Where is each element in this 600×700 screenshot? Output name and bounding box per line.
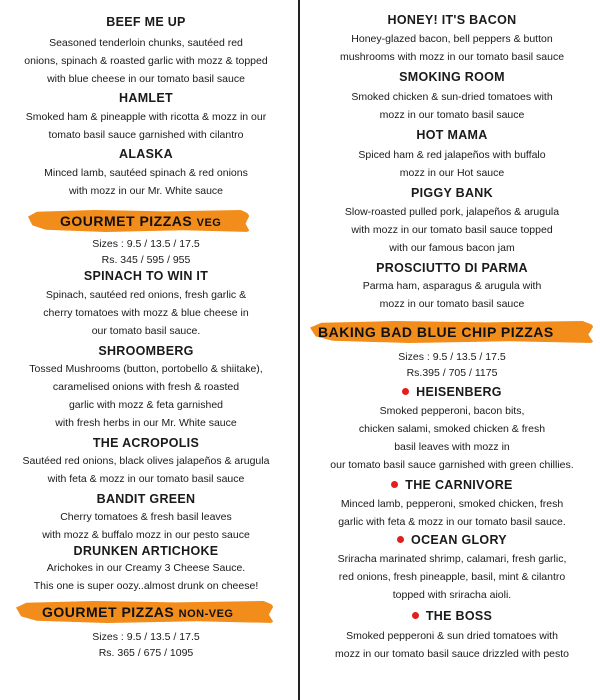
item-name [304, 609, 600, 624]
item-name: BEEF ME UP [106, 15, 186, 29]
item-name: SMOKING ROOM [399, 70, 505, 84]
item-name: ALASKA [119, 147, 173, 161]
menu-item-shroomberg [0, 344, 292, 432]
menu-item-ocean-glory [304, 533, 600, 604]
bullet-dot [402, 388, 409, 395]
item-name: HONEY! IT'S BACON [387, 13, 517, 27]
menu-item-the-acropolis [0, 436, 292, 488]
item-name: PROSCIUTTO DI PARMA [376, 261, 528, 275]
item-description: Spinach, sautéed red onions, fresh garlic & cherry tomatoes with mozz & blue cheese in our tomato basil sauce. [43, 289, 249, 337]
menu-item-heisenberg [304, 385, 600, 474]
item-name [304, 533, 600, 548]
sizes-text: Sizes : 9.5 / 13.5 / 17.5 [92, 631, 200, 643]
item-name [304, 385, 600, 400]
item-name: SHROOMBERG [98, 344, 194, 358]
item-description: Smoked pepperoni, bacon bits, chicken salami, smoked chicken & fresh basil leaves with mozz in our tomato basil sauce garnished with green chillies. [330, 405, 574, 471]
section-title [318, 324, 554, 340]
menu-item-hamlet [0, 91, 292, 144]
item-name: HOT MAMA [416, 128, 488, 142]
section-title-text: GOURMET PIZZAS [42, 604, 175, 620]
item-description: Arichokes in our Creamy 3 Cheese Sauce. This one is super oozy..almost drunk on cheese! [33, 562, 259, 592]
item-name: DRUNKEN ARTICHOKE [73, 544, 219, 558]
section-title [60, 213, 221, 229]
item-description: Spiced ham & red jalapeños with buffalo mozz in our Hot sauce [358, 149, 546, 179]
item-name: PIGGY BANK [411, 186, 493, 200]
item-name: SPINACH TO WIN IT [83, 269, 209, 283]
sizes-text: Sizes : 9.5 / 13.5 / 17.5 [92, 238, 200, 250]
section-tag: NON-VEG [178, 608, 234, 620]
item-description: Sriracha marinated shrimp, calamari, fresh garlic, red onions, fresh pineapple, basil, mint & cilantro topped with sriracha aioli. [337, 553, 567, 601]
section-title-text: BAKING BAD BLUE CHIP PIZZAS [318, 324, 554, 340]
item-description: Honey-glazed bacon, bell peppers & button mushrooms with mozz in our tomato basil sauce [339, 33, 565, 63]
item-description: Slow-roasted pulled pork, jalapeños & arugula with mozz in our tomato basil sauce topped with our famous bacon jam [344, 206, 560, 254]
item-description: Seasoned tenderloin chunks, sautéed red onions, spinach & roasted garlic with mozz & topped with blue cheese in our tomato basil sauce [24, 37, 268, 85]
menu-item-smoking-room [304, 70, 600, 124]
right-column [304, 0, 600, 663]
menu-item-drunken-artichoke [0, 544, 292, 595]
item-description: Minced lamb, pepperoni, smoked chicken, fresh garlic with feta & mozz in our tomato basil sauce. [338, 498, 566, 528]
item-description: Smoked chicken & sun-dried tomatoes with mozz in our tomato basil sauce [351, 91, 553, 121]
item-description: Cherry tomatoes & fresh basil leaves with mozz & buffalo mozz in our pesto sauce [42, 511, 250, 541]
prices-text: Rs.395 / 705 / 1175 [406, 367, 498, 379]
section-title [42, 604, 233, 620]
bullet-dot [412, 612, 419, 619]
section-title-text: GOURMET PIZZAS [60, 213, 193, 229]
menu-item-alaska [0, 147, 292, 200]
item-name-text: OCEAN GLORY [411, 533, 507, 547]
bullet-dot [397, 536, 404, 543]
section-tag: VEG [196, 217, 222, 229]
bullet-dot [391, 481, 398, 488]
menu-item-piggy-bank [304, 186, 600, 257]
item-name-text: THE BOSS [425, 609, 493, 623]
left-column [0, 0, 292, 661]
menu-item-honey-its-bacon [304, 13, 600, 66]
item-description: Tossed Mushrooms (button, portobello & shiitake), caramelised onions with fresh & roasted garlic with mozz & feta garnished with fresh herbs in our Mr. White sauce [29, 363, 263, 429]
prices-text: Rs. 365 / 675 / 1095 [98, 647, 194, 659]
menu-item-beef-me-up [0, 15, 292, 88]
item-name: THE ACROPOLIS [92, 436, 200, 450]
item-name: BANDIT GREEN [96, 492, 196, 506]
section-header-nonveg [0, 597, 292, 625]
sizes-text: Sizes : 9.5 / 13.5 / 17.5 [398, 351, 506, 363]
item-description: Smoked ham & pineapple with ricotta & mozz in our tomato basil sauce garnished with cilantro [25, 111, 267, 141]
menu-item-the-carnivore [304, 478, 600, 531]
prices-text: Rs. 345 / 595 / 955 [101, 254, 191, 266]
item-description: Minced lamb, sautéed spinach & red onions with mozz in our Mr. White sauce [44, 167, 248, 197]
item-description: Smoked pepperoni & sun dried tomatoes with mozz in our tomato basil sauce drizzled with pesto [334, 630, 570, 660]
item-name [304, 478, 600, 493]
section-header-bluechip [304, 317, 600, 345]
section-header-veg [0, 206, 292, 234]
item-name-text: THE CARNIVORE [405, 478, 513, 492]
item-description: Parma ham, asparagus & arugula with mozz in our tomato basil sauce [362, 280, 542, 310]
menu-item-hot-mama [304, 128, 600, 182]
item-name: HAMLET [119, 91, 173, 105]
item-description: Sautéed red onions, black olives jalapeños & arugula with feta & mozz in our tomato basil sauce [22, 455, 270, 485]
menu-item-spinach-to-win-it [0, 269, 292, 340]
item-name-text: HEISENBERG [416, 385, 502, 399]
column-divider [298, 0, 300, 700]
menu-item-the-boss [304, 609, 600, 663]
menu-item-prosciutto-di-parma [304, 261, 600, 313]
menu-item-bandit-green [0, 492, 292, 544]
